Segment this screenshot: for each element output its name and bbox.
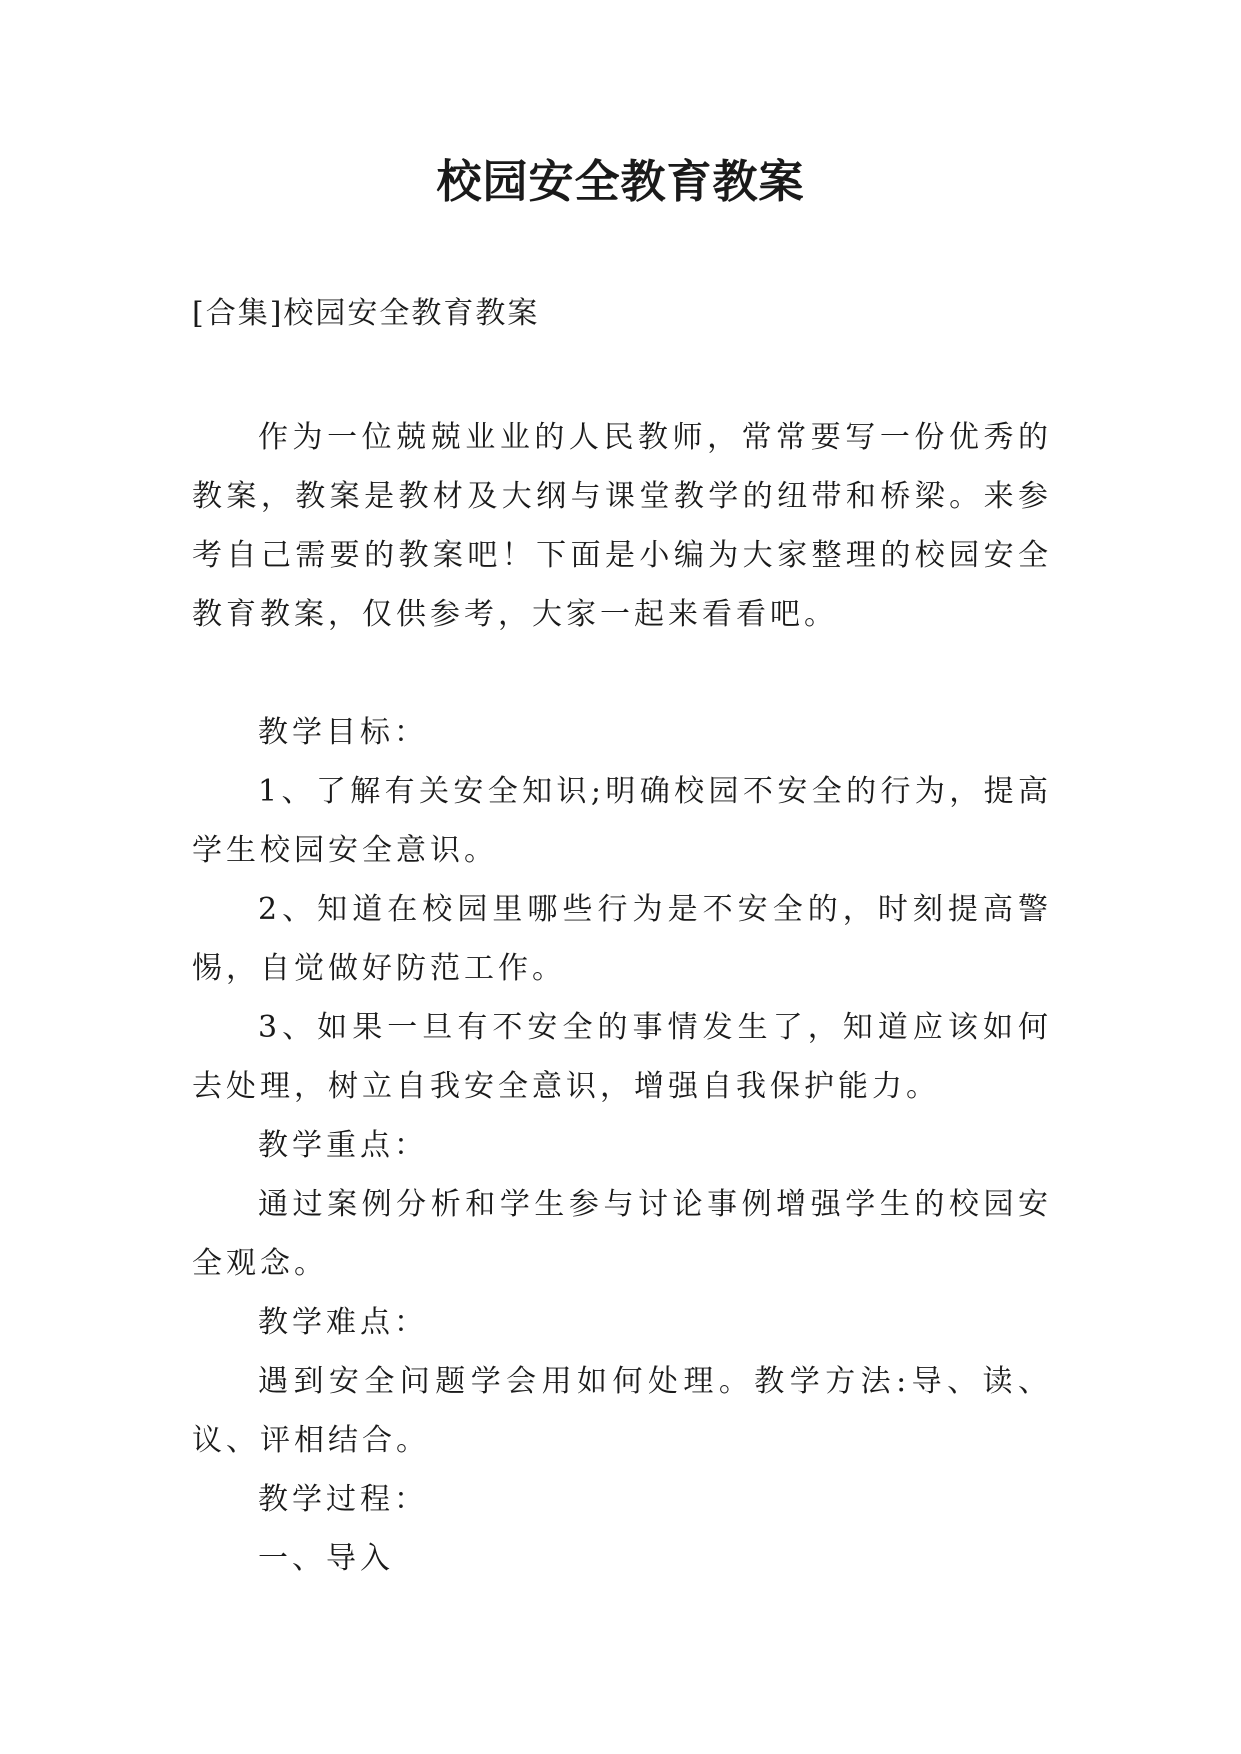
section-heading-difficulties: 教学难点： bbox=[258, 1305, 428, 1340]
process-step-1: 一、导入 bbox=[258, 1541, 394, 1576]
section-heading-objectives: 教学目标： bbox=[258, 715, 428, 750]
section-heading-process: 教学过程： bbox=[258, 1482, 428, 1517]
section-heading-key-points: 教学重点： bbox=[258, 1128, 428, 1163]
intro-paragraph: 作为一位兢兢业业的人民教师，常常要写一份优秀的教案，教案是教材及大纲与课堂教学的纽带和桥梁。来参考自己需要的教案吧！下面是小编为大家整理的校园安全教育教案，仅供参考，大家一起来看看吧。 bbox=[192, 420, 1052, 632]
document-title: 校园安全教育教案 bbox=[436, 155, 805, 208]
objective-item-2: 2、知道在校园里哪些行为是不安全的，时刻提高警惕，自觉做好防范工作。 bbox=[192, 892, 1052, 986]
document-subtitle: [合集]校园安全教育教案 bbox=[192, 296, 540, 331]
objective-item-1: 1、了解有关安全知识;明确校园不安全的行为，提高学生校园安全意识。 bbox=[192, 774, 1052, 868]
objective-item-3: 3、如果一旦有不安全的事情发生了，知道应该如何去处理，树立自我安全意识，增强自我保护能力。 bbox=[192, 1010, 1052, 1104]
difficulties-paragraph: 遇到安全问题学会用如何处理。教学方法:导、读、议、评相结合。 bbox=[192, 1364, 1052, 1458]
key-points-paragraph: 通过案例分析和学生参与讨论事例增强学生的校园安全观念。 bbox=[192, 1187, 1052, 1281]
document-body bbox=[192, 408, 1052, 1588]
